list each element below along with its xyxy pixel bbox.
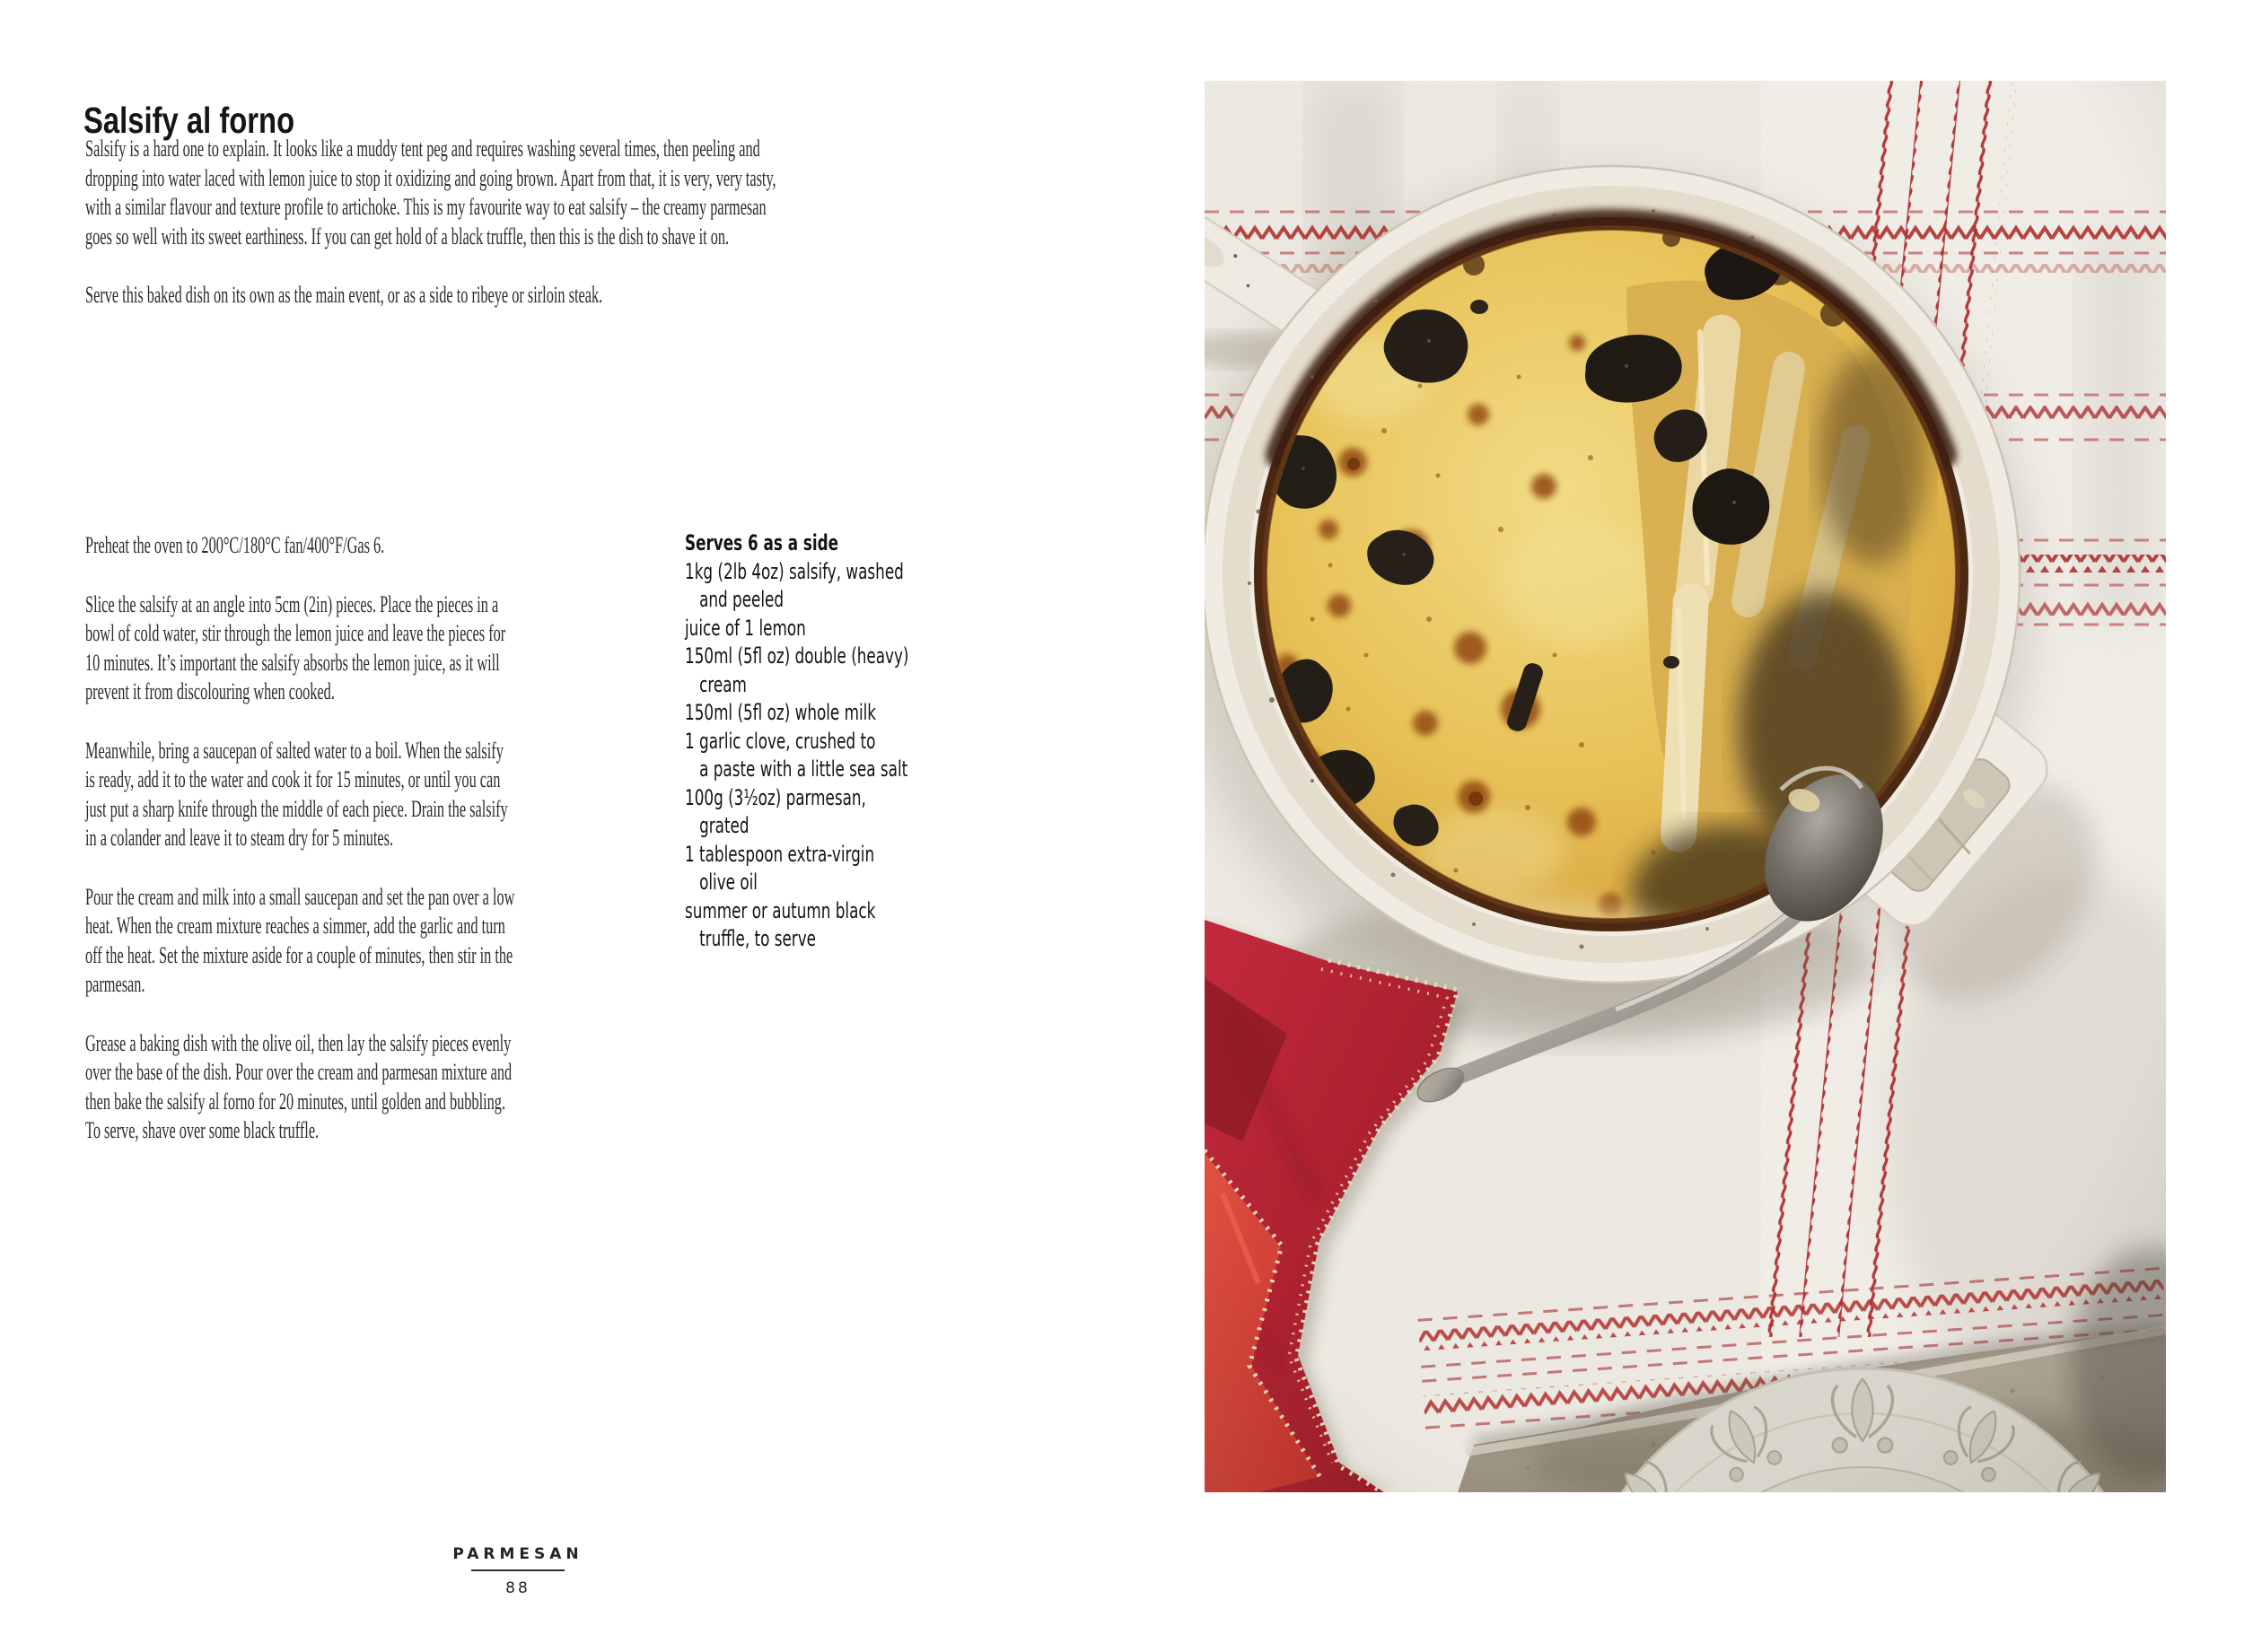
footer-rule (471, 1569, 565, 1571)
ingredient-line: and peeled (699, 587, 785, 612)
ingredient-line: 1 tablespoon extra-virgin (685, 841, 875, 867)
ingredient-line: olive oil (699, 870, 758, 895)
ingredient-line: 150ml (5fl oz) whole milk (685, 700, 877, 725)
ingredient-line: juice of 1 lemon (685, 615, 806, 641)
method-paragraph: Preheat the oven to 200°C/180°C fan/400°F/Gas 6. (85, 531, 385, 558)
intro-paragraph: Salsify is a hard one to explain. It looks like a muddy tent peg and requires washing several times, then peeling and dropping into water laced with lemon juice to stop it oxidizing and going brown. Apart from that, it is very, very tasty, with a similar flavour and texture profile to artichoke. This is my favourite way to eat salsify – the creamy parmesan goes so well with its sweet earthiness. If you can get hold of a black truffle, then this is the dish to shave it on. (85, 135, 776, 249)
recipe-intro (85, 134, 786, 339)
ingredient-line: truffle, to serve (699, 926, 816, 951)
intro-paragraph: Serve this baked dish on its own as the main event, or as a side to ribeye or sirloin steak. (85, 281, 603, 308)
serves-heading: Serves 6 as a side (685, 530, 839, 555)
page-number: 88 (505, 1579, 530, 1597)
ingredient-line: a paste with a little sea salt (699, 756, 908, 782)
ingredient-line: grated (699, 813, 749, 838)
ingredient-line: 1kg (2lb 4oz) salsify, washed (685, 558, 904, 584)
ingredient-line: 100g (3½oz) parmesan, (685, 784, 866, 810)
method-paragraph: Meanwhile, bring a saucepan of salted water to a boil. When the salsify is ready, add it to the water and cook it for 15 minutes, or until you can just put a sharp knife through the middle of each piece. Drain the salsify in a colander and leave it to steam dry for 5 minutes. (85, 736, 508, 851)
ingredient-line: 1 garlic clove, crushed to (685, 728, 876, 754)
method-paragraph: Grease a baking dish with the olive oil, then lay the salsify pieces evenly over the base of the dish. Pour over the cream and parmesan mixture and then bake the salsify al forno for 20 minutes, until golden and bubbling. To serve, shave over some black truffle. (85, 1028, 513, 1143)
ingredients-list (685, 558, 1107, 954)
ingredient-line: 150ml (5fl oz) double (heavy) (685, 643, 909, 669)
ingredients-panel (685, 529, 1107, 954)
recipe-method (85, 530, 514, 1175)
vignette (1205, 81, 2166, 1492)
ingredient-line: summer or autumn black (685, 897, 876, 923)
method-paragraph: Slice the salsify at an angle into 5cm (2in) pieces. Place the pieces in a bowl of cold water, stir through the lemon juice and leave the pieces for 10 minutes. It’s important the salsify absorbs the lemon juice, as it will prevent it from discolouring when cooked. (85, 590, 506, 704)
ingredient-line: cream (699, 671, 747, 697)
recipe-title: Salsify al forno (83, 100, 295, 142)
recipe-photo (1205, 81, 2166, 1492)
chapter-label: PARMESAN (452, 1545, 583, 1563)
method-paragraph: Pour the cream and milk into a small saucepan and set the pan over a low heat. When the cream mixture reaches a simmer, add the garlic and turn off the heat. Set the mixture aside for a couple of minutes, then stir in the parmesan. (85, 882, 515, 997)
page-footer (401, 1545, 635, 1597)
